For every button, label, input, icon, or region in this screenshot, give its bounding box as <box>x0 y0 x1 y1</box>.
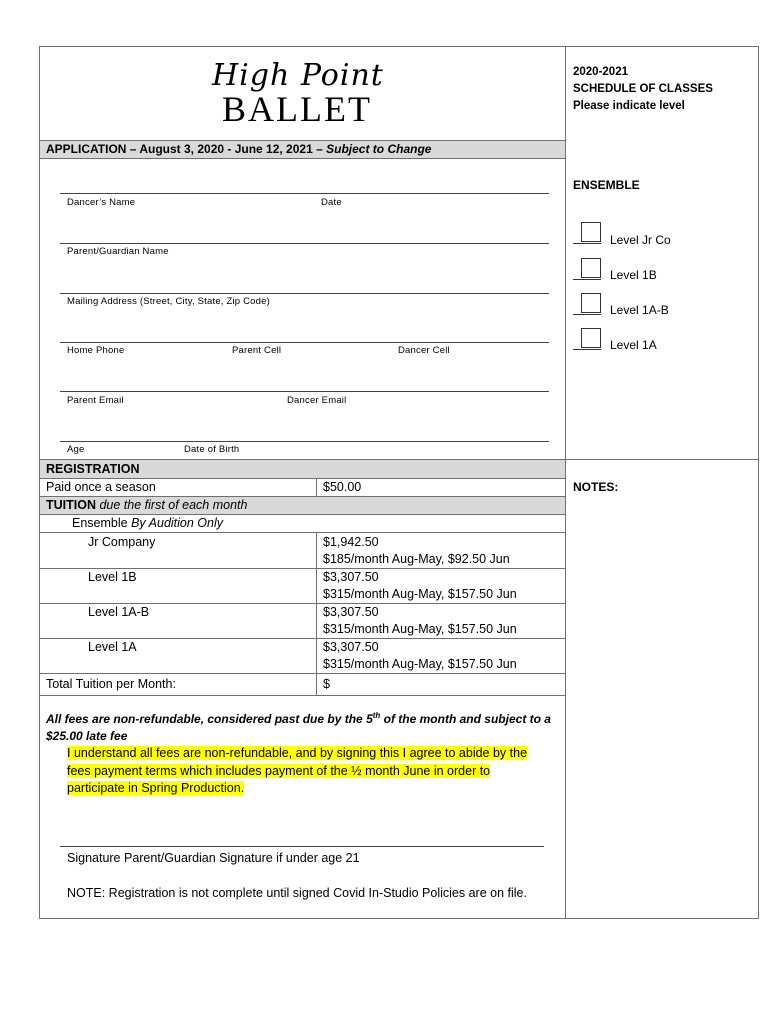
total-tuition-value[interactable]: $ <box>323 677 330 691</box>
tuition-row-total: $3,307.50 <box>323 605 379 619</box>
divider <box>40 140 566 141</box>
checkbox-underline <box>573 314 601 315</box>
agreement-line2 <box>67 764 490 778</box>
registration-fee: $50.00 <box>323 480 362 494</box>
level-jr-co-checkbox[interactable] <box>581 222 601 242</box>
ensemble-title: ENSEMBLE <box>573 178 640 192</box>
level-1b-label: Level 1B <box>610 268 657 282</box>
divider <box>40 532 566 533</box>
home-phone-label: Home Phone <box>67 345 125 356</box>
logo-script: High Point <box>212 58 384 93</box>
divider <box>40 514 566 515</box>
level-1b-checkbox[interactable] <box>581 258 601 278</box>
logo <box>212 58 412 130</box>
schedule-instruction: Please indicate level <box>573 100 685 112</box>
divider <box>40 673 566 674</box>
checkbox-underline <box>573 243 601 244</box>
fees-notice-line2: $25.00 late fee <box>46 729 128 743</box>
level-1a-b-label: Level 1A-B <box>610 303 669 317</box>
dancer-name-label: Dancer’s Name <box>67 197 136 208</box>
parent-cell-label: Parent Cell <box>232 345 282 356</box>
fees-notice-sup: th <box>372 711 381 720</box>
divider <box>40 638 566 639</box>
tuition-row-monthly: $315/month Aug-May, $157.50 Jun <box>323 657 517 671</box>
application-header <box>46 142 431 156</box>
ensemble-audition-italic: By Audition Only <box>131 516 224 530</box>
tuition-row-monthly: $185/month Aug-May, $92.50 Jun <box>323 552 510 566</box>
parent-name-line[interactable] <box>60 243 549 244</box>
phone-line[interactable] <box>60 342 549 343</box>
registration-header: REGISTRATION <box>46 462 140 476</box>
level-1a-checkbox[interactable] <box>581 328 601 348</box>
level-1a-label: Level 1A <box>610 338 657 352</box>
tuition-header <box>46 498 247 512</box>
parent-email-label: Parent Email <box>67 395 124 406</box>
divider <box>316 532 317 695</box>
email-line[interactable] <box>60 391 549 392</box>
tuition-row-total: $1,942.50 <box>323 535 379 549</box>
level-jr-co-label: Level Jr Co <box>610 233 671 247</box>
parent-name-label: Parent/Guardian Name <box>67 246 169 257</box>
tuition-row-total: $3,307.50 <box>323 570 379 584</box>
fees-notice-part2: of the month and subject to a <box>380 712 551 726</box>
tuition-row-name: Level 1B <box>88 570 137 584</box>
divider <box>40 478 566 479</box>
ensemble-audition-label: Ensemble <box>72 516 132 530</box>
fees-notice-line1 <box>46 711 551 726</box>
tuition-header-italic: due the first of each month <box>96 498 248 512</box>
dancer-email-label: Dancer Email <box>287 395 347 406</box>
tuition-row-monthly: $315/month Aug-May, $157.50 Jun <box>323 587 517 601</box>
signature-label: Signature Parent/Guardian Signature if under age 21 <box>67 851 360 865</box>
dancer-cell-label: Dancer Cell <box>398 345 450 356</box>
schedule-year: 2020-2021 <box>573 66 628 78</box>
agreement-line3-text: participate in Spring Production. <box>67 781 245 795</box>
application-header-main: APPLICATION – August 3, 2020 - June 12, 2021 – <box>46 142 327 156</box>
divider <box>40 158 566 159</box>
total-tuition-label: Total Tuition per Month: <box>46 677 176 691</box>
agreement-line2-text: fees payment terms which includes payment of the ½ month June in order to <box>67 764 491 778</box>
application-header-italic: Subject to Change <box>326 142 432 156</box>
address-label: Mailing Address (Street, City, State, Zip Code) <box>67 296 270 307</box>
signature-line[interactable] <box>60 846 544 847</box>
divider <box>316 478 317 496</box>
tuition-row-name: Level 1A <box>88 640 137 654</box>
divider <box>40 568 566 569</box>
checkbox-underline <box>573 279 601 280</box>
schedule-title: SCHEDULE OF CLASSES <box>573 83 713 95</box>
tuition-header-bold: TUITION <box>46 498 96 512</box>
checkbox-underline <box>573 349 601 350</box>
divider <box>40 695 566 696</box>
tuition-row-name: Jr Company <box>88 535 156 549</box>
agreement-line1 <box>67 746 527 760</box>
agreement-line3 <box>67 781 244 795</box>
date-label: Date <box>321 197 342 208</box>
agreement-line1-text: I understand all fees are non-refundable, and by signing this I agree to abide by the <box>67 746 528 760</box>
registration-note: NOTE: Registration is not complete until signed Covid In-Studio Policies are on file. <box>67 886 527 900</box>
age-line[interactable] <box>60 441 549 442</box>
column-divider <box>565 46 566 919</box>
fees-notice-part1: All fees are non-refundable, considered past due by the 5 <box>46 712 373 726</box>
divider <box>40 603 566 604</box>
tuition-row-monthly: $315/month Aug-May, $157.50 Jun <box>323 622 517 636</box>
tuition-row-name: Level 1A-B <box>88 605 150 619</box>
dob-label: Date of Birth <box>184 444 240 455</box>
age-label: Age <box>67 444 85 455</box>
registration-label: Paid once a season <box>46 480 156 494</box>
ensemble-audition <box>72 516 223 530</box>
logo-word: BALLET <box>222 89 372 129</box>
address-line[interactable] <box>60 293 549 294</box>
dancer-name-line[interactable] <box>60 193 549 194</box>
level-1a-b-checkbox[interactable] <box>581 293 601 313</box>
notes-label: NOTES: <box>573 480 619 494</box>
tuition-row-total: $3,307.50 <box>323 640 379 654</box>
